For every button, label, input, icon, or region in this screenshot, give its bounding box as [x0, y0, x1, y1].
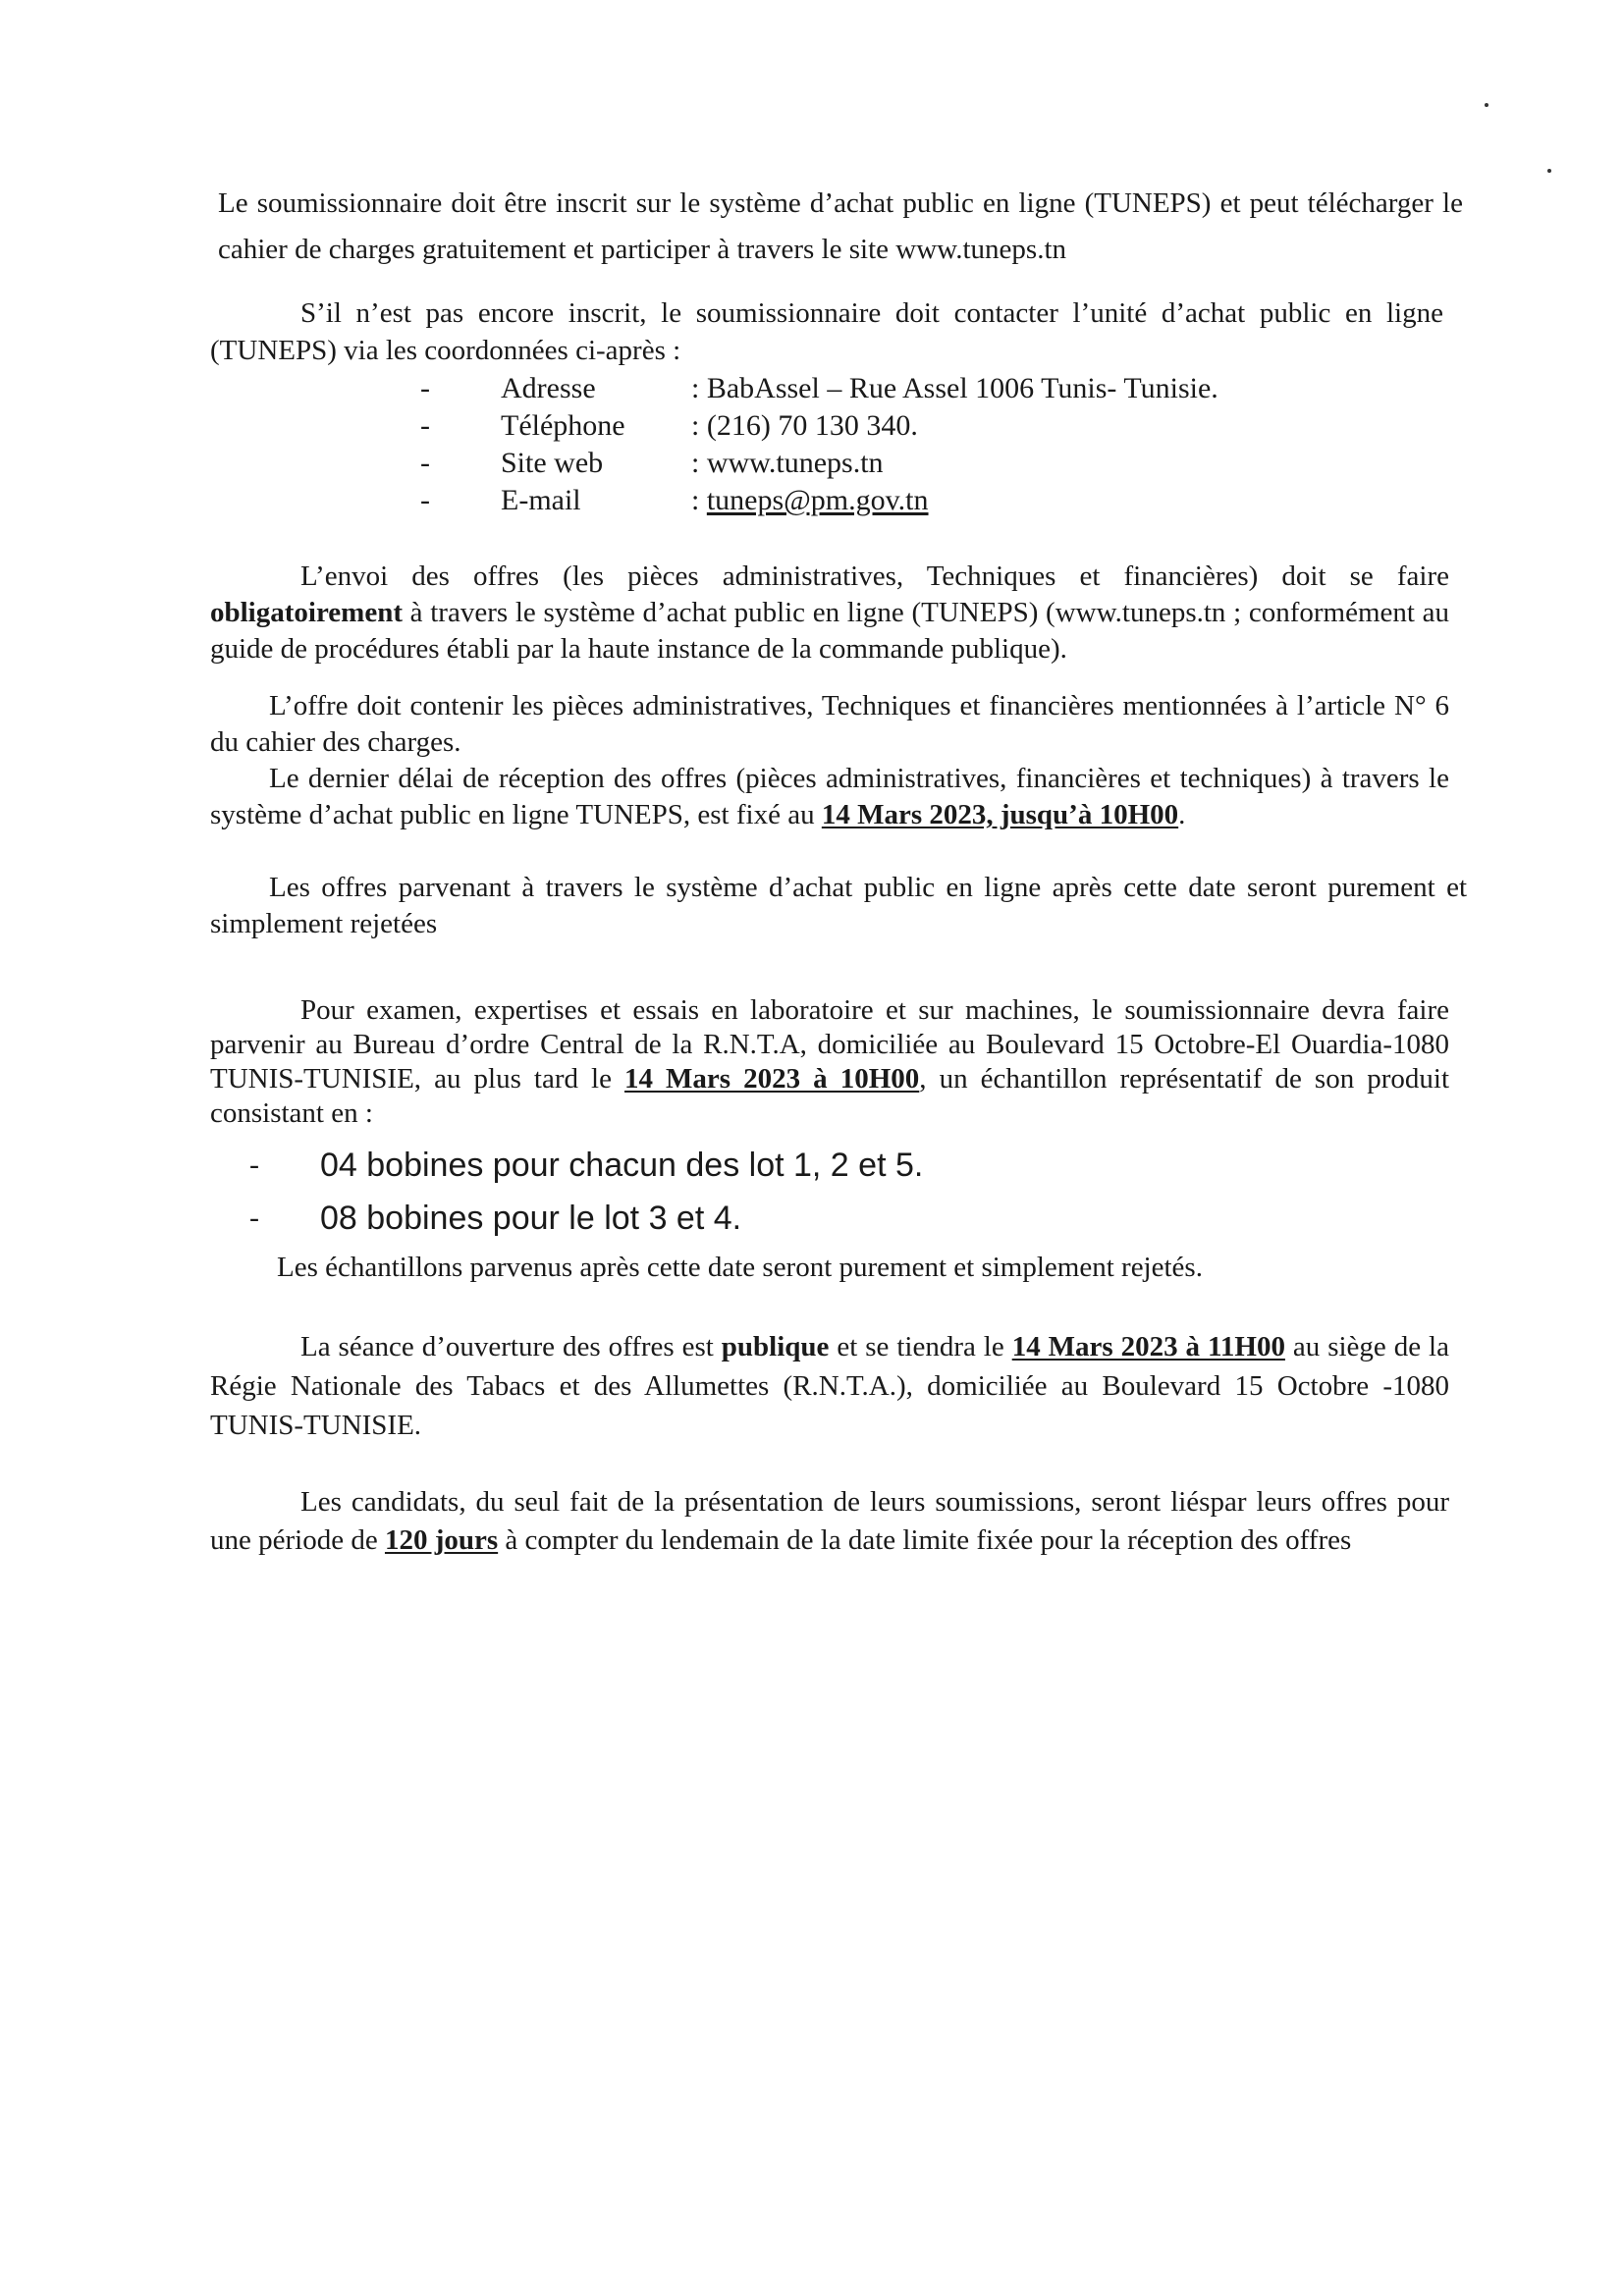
sample-text: 08 bobines pour le lot 3 et 4. [320, 1200, 742, 1237]
list-dash: - [420, 484, 430, 516]
offer-submission-paragraph [210, 559, 1449, 667]
contact-value: : BabAssel – Rue Assel 1006 Tunis- Tunisie. [691, 372, 1218, 404]
opening-session-paragraph [210, 1327, 1449, 1445]
list-dash: - [420, 447, 430, 479]
tuneps-contact-list [420, 370, 1304, 519]
text-span: Les candidats, du seul fait de la présentation de leurs soumissions, seront liéspar leurs offres pour une période de [210, 1486, 1449, 1556]
contact-value [691, 482, 929, 519]
scan-speck [1547, 169, 1551, 173]
list-dash: - [420, 409, 430, 442]
samples-paragraph [210, 993, 1449, 1131]
late-samples-paragraph: Les échantillons parvenus après cette date seront purement et simplement rejetés. [277, 1252, 1203, 1283]
contact-label: Site web [501, 447, 604, 479]
emphasis-publique: publique [721, 1331, 830, 1362]
contact-label: E-mail [501, 484, 581, 516]
text-span: Le dernier délai de réception des offres (pièces administratives, financières et techniques) à travers le système d’achat public en ligne TUNEPS, est fixé au [210, 763, 1449, 830]
text-span: La séance d’ouverture des offres est [300, 1331, 722, 1362]
list-dash: - [420, 372, 430, 404]
email-prefix: : [691, 484, 707, 516]
opening-date: 14 Mars 2023 à 11H00 [1011, 1331, 1285, 1362]
text-span: au siège de la Régie Nationale des Tabacs et des Allumettes (R.N.T.A.), domiciliée au Boulevard 15 Octobre -1080 TUNIS-TUNISIE. [210, 1331, 1449, 1441]
contact-item-email [420, 482, 1304, 519]
text-span: . [1178, 799, 1186, 830]
emphasis-obligatoirement: obligatoirement [210, 597, 403, 628]
offer-validity-paragraph [210, 1483, 1449, 1560]
samples-deadline-date: 14 Mars 2023 à 10H00 [624, 1063, 920, 1095]
deadline-date: 14 Mars 2023, jusqu’à 10H00 [821, 799, 1179, 830]
contact-item-address [420, 370, 1304, 407]
offer-content-paragraph: L’offre doit contenir les pièces administratives, Techniques et financières mentionnées à l’article N° 6 du cahier des charges. [210, 690, 1449, 758]
scan-speck [1485, 103, 1488, 107]
text-span: à travers le système d’achat public en ligne (TUNEPS) (www.tuneps.tn ; conformément au guide de procédures établi par la haute instance de la commande publique). [210, 597, 1449, 665]
list-dash: - [249, 1201, 259, 1234]
list-dash: - [249, 1148, 259, 1181]
text-span: et se tiendra le [829, 1331, 1012, 1362]
sample-item [249, 1139, 1133, 1192]
sample-text: 04 bobines pour chacun des lot 1, 2 et 5. [320, 1147, 924, 1184]
deadline-paragraph [210, 761, 1449, 833]
contact-label: Adresse [501, 372, 596, 404]
validity-days: 120 jours [384, 1524, 499, 1556]
text-span: à compter du lendemain de la date limite fixée pour la réception des offres [498, 1524, 1352, 1556]
text-span: Pour examen, expertises et essais en laboratoire et sur machines, le soumissionnaire devra faire parvenir au Bureau d’ordre Central de la R.N.T.A, domiciliée au Boulevard 15 Octobre-El Ouardia-1080 TUNIS-TUNISIE, au plus tard le [210, 994, 1449, 1095]
text-span: L’envoi des offres (les pièces administratives, Techniques et financières) doit se faire [300, 561, 1449, 592]
sample-item [249, 1192, 1133, 1245]
contact-label: Téléphone [501, 409, 625, 442]
text-span: , un échantillon représentatif de son produit consistant en : [210, 1063, 1450, 1129]
late-offers-paragraph: Les offres parvenant à travers le système d’achat public en ligne après cette date seront purement et simplement rejetées [210, 872, 1467, 939]
contact-value: : (216) 70 130 340. [691, 409, 918, 442]
contact-value: : www.tuneps.tn [691, 447, 884, 479]
contact-item-website [420, 445, 1304, 482]
samples-list [249, 1139, 1133, 1245]
contact-item-phone [420, 407, 1304, 445]
tuneps-registration-paragraph: Le soumissionnaire doit être inscrit sur le système d’achat public en ligne (TUNEPS) et peut télécharger le cahier de charges gratuitement et participer à travers le site www.tuneps.tn [218, 187, 1463, 265]
not-registered-paragraph: S’il n’est pas encore inscrit, le soumissionnaire doit contacter l’unité d’achat public en ligne (TUNEPS) via les coordonnées ci-après : [210, 297, 1443, 366]
email-link[interactable]: tuneps@pm.gov.tn [706, 484, 929, 516]
